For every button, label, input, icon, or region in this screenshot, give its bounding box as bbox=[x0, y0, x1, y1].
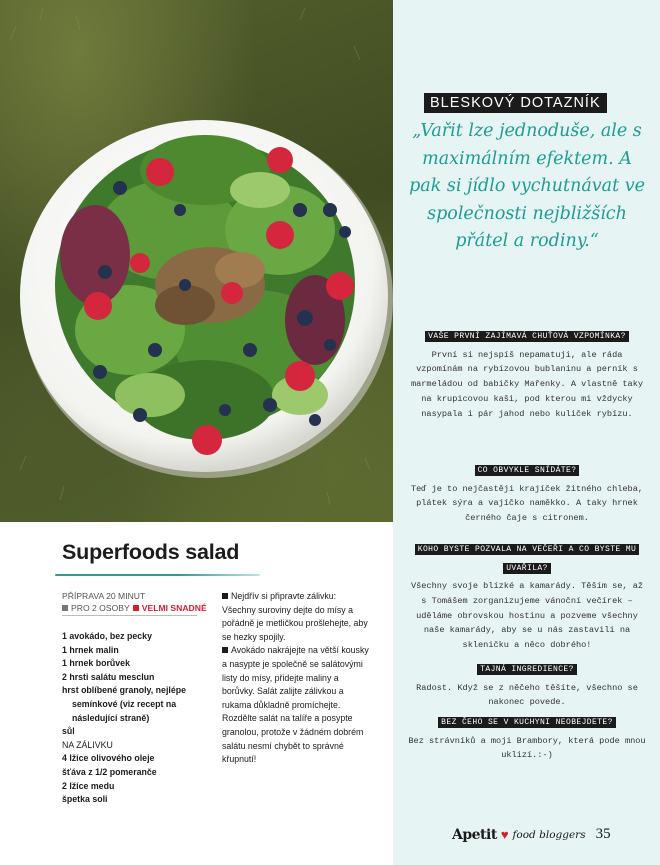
ingredient: šťáva z 1/2 pomeranče bbox=[62, 766, 157, 777]
qa-question: CO OBVYKLE SNÍDÁTE? bbox=[475, 465, 580, 476]
difficulty: VELMI SNADNÉ bbox=[141, 603, 207, 613]
ingredient: 1 hrnek malin bbox=[62, 644, 119, 655]
servings: PRO 2 OSOBY bbox=[71, 603, 130, 613]
meta-divider bbox=[62, 615, 197, 616]
qa-answer: Radost. Když se z něčeho těšíte, všechno se nakonec povede. bbox=[416, 682, 638, 708]
salad-photo bbox=[0, 0, 393, 522]
recipe-meta bbox=[62, 590, 207, 614]
footer-tagline: food bloggers bbox=[512, 828, 586, 841]
page-footer bbox=[452, 826, 611, 843]
bullet-square-icon bbox=[222, 593, 228, 599]
serves-square-icon bbox=[62, 605, 68, 611]
qa-answer: První si nejspíš nepamatuji, ale ráda vzpomínám na rybízovou bublaninu a perník s marmeládou od babičky Mařenky. A vlastně taky na krupicovou kaši, pod kterou mi vždycky nasypala i pár jahod nebo kuliček rybízu. bbox=[410, 349, 644, 419]
ingredient: následující straně) bbox=[72, 712, 150, 723]
ingredient: semínkové (viz recept na bbox=[72, 698, 177, 709]
pull-quote: „Vařit lze jednoduše, ale s maximálním efektem. A pak si jídlo vychutnávat ve společnosti nejbližších přátel a rodiny.“ bbox=[409, 121, 645, 251]
difficulty-square-icon bbox=[133, 605, 139, 611]
salad-illustration bbox=[0, 0, 393, 522]
ingredient: hrst oblíbené granoly, nejlépe bbox=[62, 685, 186, 696]
qa-item bbox=[408, 538, 646, 653]
heart-icon: ♥ bbox=[500, 827, 509, 842]
dressing-heading: NA ZÁLIVKU bbox=[62, 739, 113, 750]
qa-item bbox=[408, 658, 646, 710]
prep-time: PŘÍPRAVA 20 MINUT bbox=[62, 591, 146, 601]
title-underline bbox=[55, 574, 260, 576]
qa-item bbox=[408, 325, 646, 421]
step-text: Avokádo nakrájejte na větší kousky a nasypte je společně se salátovými listy do mísy, přidejte maliny a borůvky. Salát zalijte zálivkou a rukama důkladně promíchejte. Rozdělte salát na talíře a posypte granolou, protože v žádném dobrém salátu nesmí chybět to správné křupnutí! bbox=[222, 645, 369, 765]
qa-question: BEZ ČEHO SE V KUCHYNI NEOBEJDETE? bbox=[438, 717, 616, 728]
qa-question: TAJNÁ INGREDIENCE? bbox=[477, 664, 577, 675]
step bbox=[222, 644, 372, 766]
ingredient-list bbox=[62, 630, 212, 807]
quiz-badge: BLESKOVÝ DOTAZNÍK bbox=[424, 93, 607, 113]
qa-item bbox=[408, 711, 646, 763]
ingredient: sůl bbox=[62, 726, 75, 737]
ingredient: 4 lžíce olivového oleje bbox=[62, 753, 155, 764]
recipe-title: Superfoods salad bbox=[62, 540, 240, 564]
apetit-logo: Apetit bbox=[452, 826, 497, 843]
qa-answer: Teď je to nejčastěji krajíček žitného chleba, plátek sýra a vajíčko naměkko. A taky hrnek černého čaje s citronem. bbox=[410, 483, 644, 524]
ingredient: 1 avokádo, bez pecky bbox=[62, 631, 152, 641]
qa-question: KOHO BYSTE POZVALA NA VEČEŘI A CO BYSTE MU UVAŘILA? bbox=[415, 544, 639, 574]
qa-answer: Všechny svoje blízké a kamarády. Těším se, až s Tomášem zorganizujeme vánoční večírek – uděláme obrovskou hostinu a pozveme všechny naše kamarády, aby se u nás zastavili na skleničku a něco dobrého! bbox=[410, 581, 644, 651]
qa-question: VAŠE PRVNÍ ZAJÍMAVÁ CHUŤOVÁ VZPOMÍNKA? bbox=[425, 331, 629, 342]
step bbox=[222, 590, 372, 644]
ingredient: špetka soli bbox=[62, 794, 108, 805]
page-number: 35 bbox=[595, 826, 611, 842]
ingredient: 2 lžíce medu bbox=[62, 780, 115, 791]
step-text: Nejdřív si připravte zálivku: Všechny suroviny dejte do mísy a pořádně je metličkou prošlehejte, aby se hezky spojily. bbox=[222, 591, 368, 642]
qa-answer: Bez strávníků a moji Brambory, která pode mnou uklizí.:-) bbox=[408, 735, 646, 761]
ingredient: 1 hrnek borůvek bbox=[62, 658, 130, 669]
recipe-steps bbox=[222, 590, 372, 767]
ingredient: 2 hrsti salátu mesclun bbox=[62, 671, 155, 682]
qa-item bbox=[408, 459, 646, 526]
bullet-square-icon bbox=[222, 647, 228, 653]
